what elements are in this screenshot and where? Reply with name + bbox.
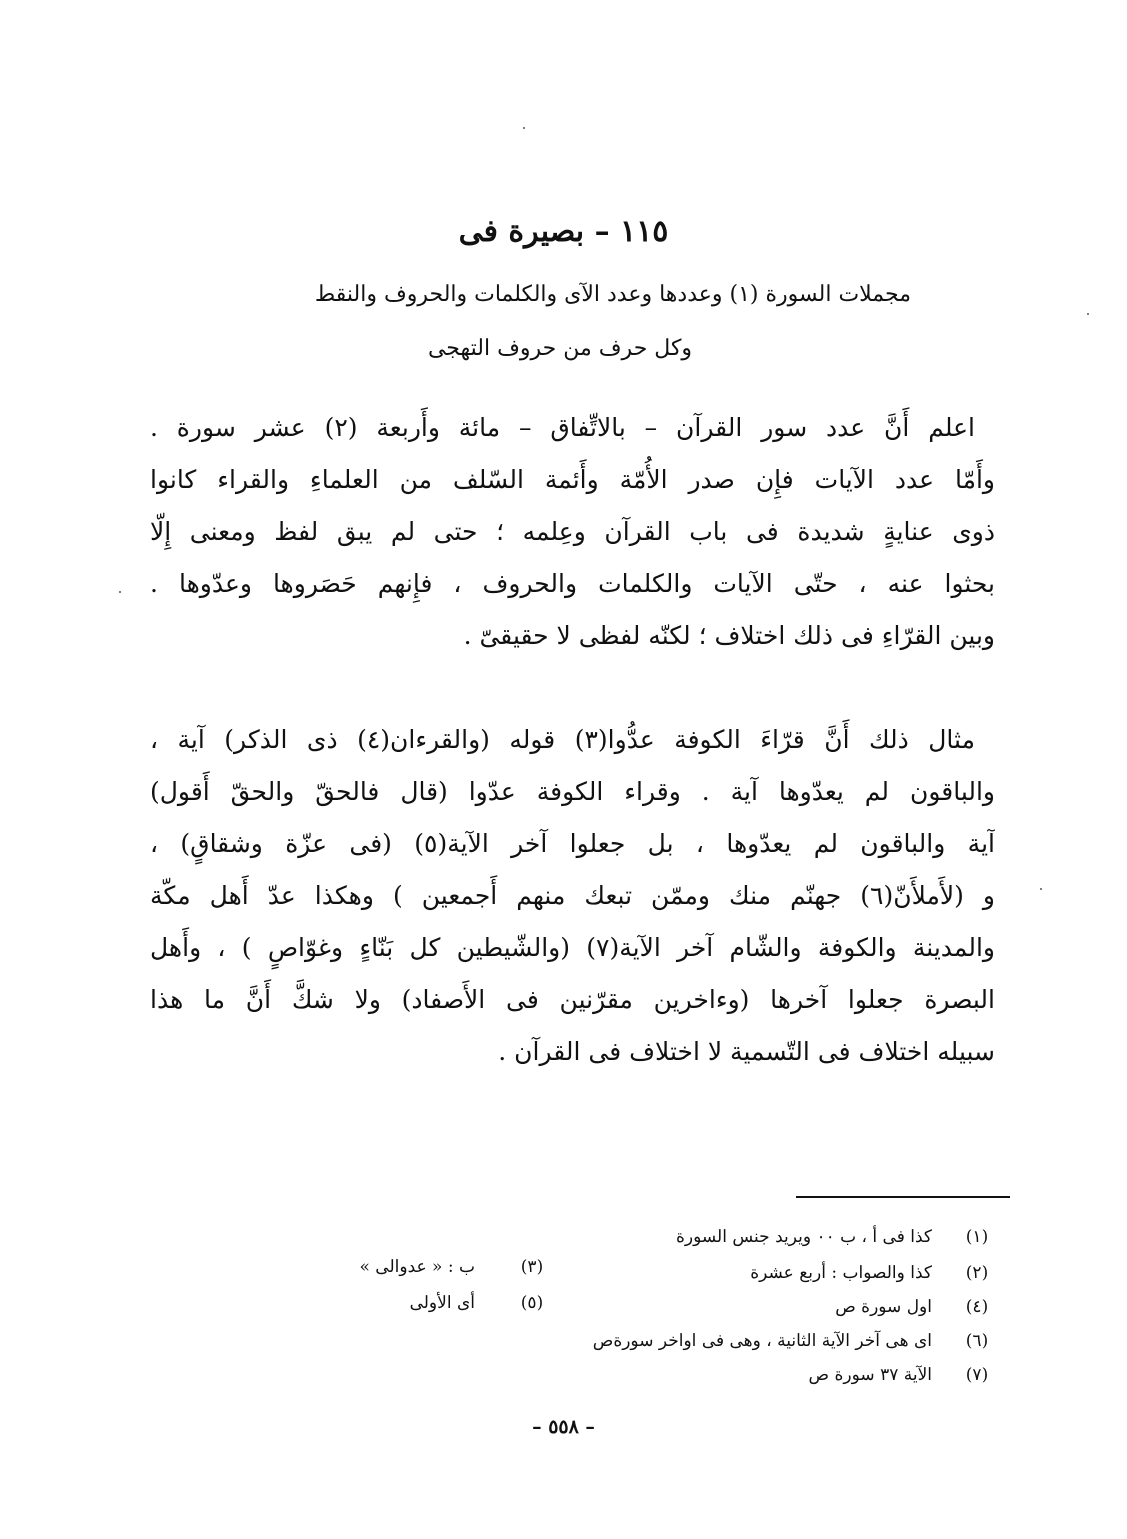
text-line: البصرة جعلوا آخرها (وءاخرين مقرّنين فى الأَصفاد) ولا شكَّ أَنَّ ما هذا (150, 985, 995, 1014)
footnote-text: اول سورة ص (835, 1297, 932, 1317)
footnote-number: (٧) (965, 1365, 989, 1385)
footnote-number: (٢) (965, 1263, 989, 1283)
section-subheading-line-2: وكل حرف من حروف التهجى (427, 336, 693, 361)
footnote-text: كذا والصواب : أربع عشرة (750, 1263, 932, 1283)
footnote-number: (١) (965, 1227, 989, 1247)
footnote-number: (٦) (965, 1331, 989, 1351)
text-line: مثال ذلك أَنَّ قرّاءَ الكوفة عدُّوا(٣) قوله (والقرءان(٤) ذى الذكر) آية ، (150, 725, 975, 754)
text-line: والباقون لم يعدّوها آية . وقراء الكوفة عدّوا (قال فالحقّ والحقّ أَقول) (150, 777, 995, 806)
text-line: وأَمّا عدد الآيات فإِن صدر الأُمّة وأَئمة السّلف من العلماءِ والقراء كانوا (150, 465, 995, 494)
text-line: اعلم أَنَّ عدد سور القرآن – بالاتِّفاق – مائة وأَربعة (٢) عشر سورة . (150, 413, 975, 442)
scan-speck (119, 591, 121, 593)
text-line: و (لأَملأَنّ(٦) جهنّم منك وممّن تبعك منهم أَجمعين ) وهكذا عدّ أَهل مكّة (150, 881, 995, 910)
footnote-number: (٥) (520, 1293, 544, 1313)
section-subheading-line-1: مجملات السورة (١) وعددها وعدد الآى والكلمات والحروف والنقط (314, 282, 911, 307)
text-line: سبيله اختلاف فى التّسمية لا اختلاف فى القرآن . (498, 1037, 995, 1066)
page-number: – ٥٥٨ – (532, 1416, 595, 1438)
footnote-text: ب : « عدوالى » (359, 1257, 475, 1277)
text-line: بحثوا عنه ، حتّى الآيات والكلمات والحروف ، فإِنهم حَصَروها وعدّوها . (150, 569, 995, 598)
footnote-text: الآية ٣٧ سورة ص (808, 1365, 932, 1385)
text-line: ذوى عنايةٍ شديدة فى باب القرآن وعِلمه ؛ حتى لم يبق لفظ ومعنى إِلّا (150, 517, 995, 546)
scan-speck (1040, 888, 1042, 890)
section-heading: ١١٥ – بصيرة فى (458, 214, 669, 249)
footnote-text: كذا فى أ ، ب ٠٠ ويريد جنس السورة (675, 1227, 932, 1247)
footnote-number: (٣) (520, 1257, 544, 1277)
scan-speck (1087, 313, 1089, 315)
text-line: والمدينة والكوفة والشّام آخر الآية(٧) (والشّيطين كل بَنّاءٍ وغوّاصٍ ) ، وأَهل (150, 933, 995, 962)
footnote-text: أى الأولى (409, 1293, 475, 1313)
footnote-number: (٤) (965, 1297, 989, 1317)
footnote-separator (796, 1196, 1010, 1198)
text-line: وبين القرّاءِ فى ذلك اختلاف ؛ لكنّه لفظى لا حقيقىّ . (463, 621, 995, 650)
footnote-text: اى هى آخر الآية الثانية ، وهى فى اواخر سورةص (592, 1331, 932, 1351)
body-paragraph-1 (150, 402, 995, 662)
text-line: آية والباقون لم يعدّوها ، بل جعلوا آخر الآية(٥) (فى عزّة وشقاقٍ) ، (150, 829, 995, 858)
body-paragraph-2 (150, 714, 995, 1078)
scan-speck (523, 127, 525, 129)
